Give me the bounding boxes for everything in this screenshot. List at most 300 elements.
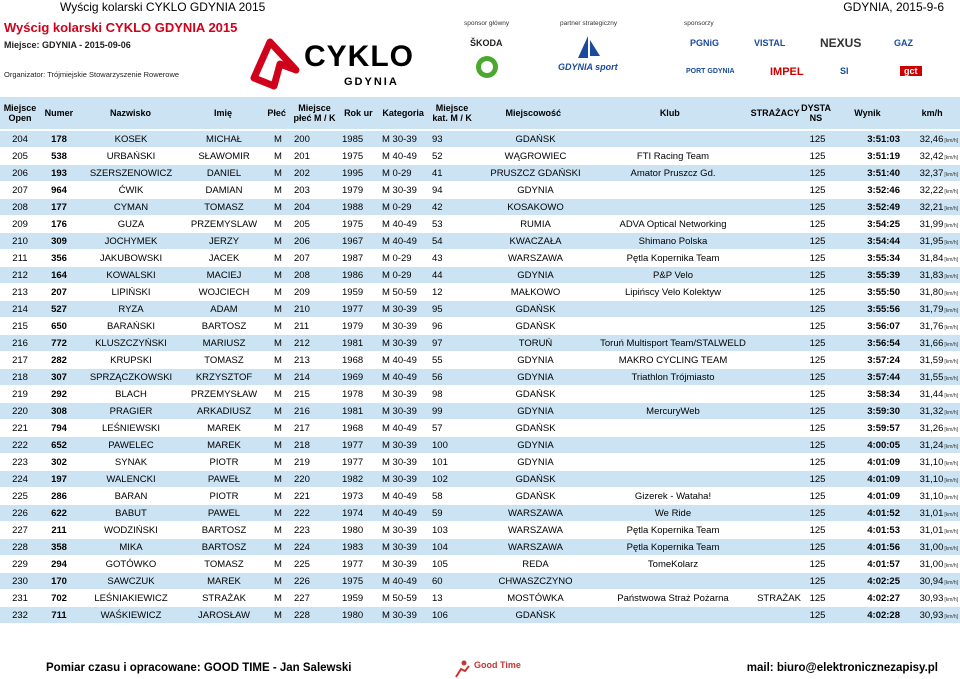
cell-miejsce-open-value: 230 bbox=[12, 575, 28, 587]
table-row bbox=[0, 607, 960, 624]
cell-wynik-value: 3:55:34 bbox=[867, 252, 900, 264]
cell-nazwisko-value: SZERSZENOWICZ bbox=[89, 167, 173, 179]
cell-miejsce-kat bbox=[430, 284, 478, 301]
cell-miejsce-open-value: 204 bbox=[12, 133, 28, 145]
cell-miejsce-kat bbox=[430, 590, 478, 607]
cell-kmh bbox=[904, 216, 960, 233]
cell-klub bbox=[593, 250, 753, 267]
cell-miejsce-open bbox=[0, 335, 40, 352]
cell-kmh bbox=[904, 590, 960, 607]
cell-miejsce-plec-value: 205 bbox=[294, 218, 310, 230]
cell-plec bbox=[264, 318, 292, 335]
cell-dystans bbox=[805, 199, 830, 216]
cell-kategoria-value: M 50-59 bbox=[382, 286, 417, 298]
cell-rok-ur-value: 1975 bbox=[342, 575, 364, 587]
cell-klub bbox=[593, 539, 753, 556]
cell-plec-value: M bbox=[274, 133, 282, 145]
cell-imie-value: ADAM bbox=[210, 303, 238, 315]
cell-miejscowosc bbox=[478, 182, 593, 199]
cell-plec-value: M bbox=[274, 184, 282, 196]
cell-strazacy bbox=[753, 267, 805, 284]
cell-numer-value: 650 bbox=[51, 320, 67, 332]
cell-miejsce-open-value: 217 bbox=[12, 354, 28, 366]
cell-imie-value: SŁAWOMIR bbox=[198, 150, 250, 162]
table-row bbox=[0, 522, 960, 539]
cell-dystans bbox=[805, 301, 830, 318]
cell-kmh-value: 31,10 bbox=[919, 473, 944, 485]
cell-kmh-value: 31,01 bbox=[919, 507, 944, 519]
cell-wynik bbox=[830, 369, 904, 386]
table-row bbox=[0, 233, 960, 250]
cell-dystans-value: 125 bbox=[809, 150, 826, 162]
cell-kmh bbox=[904, 556, 960, 573]
cell-klub bbox=[593, 590, 753, 607]
unit-label: [km/h] bbox=[944, 358, 958, 365]
cell-wynik bbox=[830, 318, 904, 335]
cell-wynik-value: 3:54:25 bbox=[867, 218, 900, 230]
col-kmh: km/h bbox=[904, 97, 960, 129]
cell-plec-value: M bbox=[274, 439, 282, 451]
cell-dystans-value: 125 bbox=[809, 592, 826, 604]
cell-wynik bbox=[830, 335, 904, 352]
cell-miejscowosc-value: GDYNIA bbox=[517, 354, 554, 366]
cell-numer bbox=[40, 216, 78, 233]
cell-dystans-value: 125 bbox=[809, 167, 826, 179]
cell-kategoria-value: M 40-49 bbox=[382, 235, 417, 247]
cell-kategoria bbox=[380, 522, 430, 539]
cell-nazwisko bbox=[78, 471, 184, 488]
cell-numer-value: 178 bbox=[51, 133, 67, 145]
cell-rok-ur-value: 1980 bbox=[342, 609, 364, 621]
cell-dystans bbox=[805, 573, 830, 590]
col-strazacy: STRAŻACY bbox=[749, 97, 801, 129]
cell-plec bbox=[264, 539, 292, 556]
cell-wynik bbox=[830, 199, 904, 216]
cell-kategoria bbox=[380, 403, 430, 420]
table-row bbox=[0, 267, 960, 284]
cell-kategoria-value: M 50-59 bbox=[382, 592, 417, 604]
cell-rok-ur bbox=[340, 607, 380, 624]
cell-miejsce-open bbox=[0, 250, 40, 267]
cell-nazwisko bbox=[78, 590, 184, 607]
cell-plec bbox=[264, 284, 292, 301]
cell-kategoria-value: M 30-39 bbox=[382, 609, 417, 621]
cell-imie bbox=[184, 250, 264, 267]
cell-miejsce-plec-value: 219 bbox=[294, 456, 310, 468]
cell-numer bbox=[40, 471, 78, 488]
col-klub: Klub bbox=[590, 97, 749, 129]
cell-imie bbox=[184, 488, 264, 505]
cell-miejscowosc-value: GDAŃSK bbox=[515, 133, 556, 145]
cell-kmh bbox=[904, 505, 960, 522]
cell-numer-value: 622 bbox=[51, 507, 67, 519]
table-row bbox=[0, 131, 960, 148]
cell-plec bbox=[264, 607, 292, 624]
cell-klub bbox=[593, 165, 753, 182]
cell-plec-value: M bbox=[274, 609, 282, 621]
cell-miejsce-plec bbox=[292, 301, 340, 318]
cell-miejsce-open-value: 214 bbox=[12, 303, 28, 315]
cell-nazwisko-value: BABUT bbox=[115, 507, 147, 519]
cell-numer bbox=[40, 233, 78, 250]
cell-numer-value: 527 bbox=[51, 303, 67, 315]
sponsor-label-strategic: partner strategiczny bbox=[560, 20, 618, 27]
cell-wynik-value: 3:57:44 bbox=[867, 371, 900, 383]
cell-rok-ur bbox=[340, 352, 380, 369]
cell-miejsce-plec-value: 228 bbox=[294, 609, 310, 621]
cell-miejsce-plec bbox=[292, 539, 340, 556]
cell-kategoria-value: M 30-39 bbox=[382, 524, 417, 536]
cell-imie bbox=[184, 233, 264, 250]
col-miejsce-kat: Miejsce kat. M / K bbox=[428, 97, 476, 129]
cell-dystans bbox=[805, 437, 830, 454]
cell-rok-ur bbox=[340, 165, 380, 182]
cell-miejsce-plec bbox=[292, 420, 340, 437]
cell-kmh-value: 31,59 bbox=[919, 354, 944, 366]
cell-klub bbox=[593, 454, 753, 471]
cell-kategoria-value: M 30-39 bbox=[382, 337, 417, 349]
cell-kmh bbox=[904, 403, 960, 420]
cell-plec bbox=[264, 131, 292, 148]
cell-kategoria-value: M 40-49 bbox=[382, 218, 417, 230]
cell-rok-ur bbox=[340, 454, 380, 471]
cell-kmh-value: 31,44 bbox=[919, 388, 944, 400]
cell-miejsce-plec-value: 204 bbox=[294, 201, 310, 213]
sailboat-icon bbox=[574, 34, 604, 60]
cell-klub bbox=[593, 131, 753, 148]
table-row bbox=[0, 335, 960, 352]
cell-nazwisko-value: SPRZĄCZKOWSKI bbox=[89, 371, 173, 383]
cell-miejsce-kat-value: 105 bbox=[432, 558, 448, 570]
cell-strazacy bbox=[753, 437, 805, 454]
cell-miejsce-plec bbox=[292, 284, 340, 301]
cell-klub-value: Amator Pruszcz Gd. bbox=[630, 167, 716, 179]
cell-nazwisko-value: WODZIŃSKI bbox=[104, 524, 158, 536]
cell-plec-value: M bbox=[274, 218, 282, 230]
cell-strazacy bbox=[753, 454, 805, 471]
cell-imie bbox=[184, 267, 264, 284]
cell-miejsce-kat-value: 12 bbox=[432, 286, 443, 298]
cell-miejsce-open-value: 228 bbox=[12, 541, 28, 553]
cell-dystans bbox=[805, 539, 830, 556]
cell-kategoria-value: M 0-29 bbox=[382, 167, 412, 179]
cell-dystans bbox=[805, 420, 830, 437]
cell-plec-value: M bbox=[274, 286, 282, 298]
col-imie: Imię bbox=[183, 97, 262, 129]
cell-dystans bbox=[805, 488, 830, 505]
cell-miejsce-kat bbox=[430, 131, 478, 148]
cell-nazwisko-value: SAWCZUK bbox=[107, 575, 155, 587]
cell-miejscowosc bbox=[478, 148, 593, 165]
cell-miejsce-plec-value: 213 bbox=[294, 354, 310, 366]
cell-wynik-value: 4:02:25 bbox=[867, 575, 900, 587]
cell-rok-ur bbox=[340, 471, 380, 488]
cell-miejsce-open-value: 212 bbox=[12, 269, 28, 281]
cell-wynik bbox=[830, 182, 904, 199]
sponsor-logo-gct: gct bbox=[900, 66, 922, 76]
cell-nazwisko bbox=[78, 335, 184, 352]
cell-miejscowosc bbox=[478, 369, 593, 386]
cell-plec bbox=[264, 437, 292, 454]
cell-miejsce-open-value: 207 bbox=[12, 184, 28, 196]
cell-kmh bbox=[904, 131, 960, 148]
cell-numer bbox=[40, 148, 78, 165]
cell-imie-value: ARKADIUSZ bbox=[196, 405, 252, 417]
cell-nazwisko bbox=[78, 573, 184, 590]
cell-imie bbox=[184, 199, 264, 216]
cell-imie bbox=[184, 301, 264, 318]
cell-miejsce-kat bbox=[430, 505, 478, 522]
cell-miejscowosc bbox=[478, 607, 593, 624]
cell-dystans bbox=[805, 386, 830, 403]
cell-miejscowosc-value: WARSZAWA bbox=[508, 541, 563, 553]
cell-miejscowosc bbox=[478, 403, 593, 420]
cell-imie bbox=[184, 216, 264, 233]
cell-miejsce-plec-value: 212 bbox=[294, 337, 310, 349]
cell-rok-ur bbox=[340, 505, 380, 522]
cell-kategoria-value: M 30-39 bbox=[382, 439, 417, 451]
cell-dystans bbox=[805, 182, 830, 199]
good-time-runner-icon bbox=[452, 660, 472, 678]
cell-kategoria-value: M 30-39 bbox=[382, 133, 417, 145]
cell-klub-value: Toruń Multisport Team/STALWELD bbox=[600, 337, 746, 349]
cell-miejsce-kat-value: 99 bbox=[432, 405, 443, 417]
cell-kategoria bbox=[380, 590, 430, 607]
cell-klub bbox=[593, 522, 753, 539]
unit-label: [km/h] bbox=[944, 596, 958, 603]
cell-miejscowosc-value: MOSTÓWKA bbox=[507, 592, 564, 604]
cell-imie-value: DANIEL bbox=[206, 167, 242, 179]
cell-plec bbox=[264, 165, 292, 182]
table-row bbox=[0, 590, 960, 607]
cell-miejscowosc bbox=[478, 318, 593, 335]
col-kategoria: Kategoria bbox=[378, 97, 428, 129]
table-row bbox=[0, 488, 960, 505]
cell-rok-ur-value: 1977 bbox=[342, 303, 364, 315]
cell-miejscowosc bbox=[478, 573, 593, 590]
cell-wynik-value: 3:58:34 bbox=[867, 388, 900, 400]
cell-klub bbox=[593, 284, 753, 301]
cell-nazwisko bbox=[78, 539, 184, 556]
cell-kategoria-value: M 40-49 bbox=[382, 371, 417, 383]
cell-klub-value: MAKRO CYCLING TEAM bbox=[618, 354, 728, 366]
cell-imie bbox=[184, 352, 264, 369]
cell-miejscowosc bbox=[478, 522, 593, 539]
cell-miejsce-open-value: 232 bbox=[12, 609, 28, 621]
cell-plec-value: M bbox=[274, 320, 282, 332]
cell-kmh bbox=[904, 488, 960, 505]
cell-miejsce-kat bbox=[430, 318, 478, 335]
cell-rok-ur bbox=[340, 131, 380, 148]
cell-wynik-value: 4:01:09 bbox=[867, 456, 900, 468]
cell-dystans-value: 125 bbox=[809, 201, 826, 213]
titlebar-right: GDYNIA, 2015-9-6 bbox=[843, 0, 944, 14]
col-nazwisko: Nazwisko bbox=[78, 97, 183, 129]
cell-strazacy bbox=[753, 369, 805, 386]
cell-rok-ur-value: 1977 bbox=[342, 558, 364, 570]
cell-wynik-value: 3:56:54 bbox=[867, 337, 900, 349]
cell-imie-value: PRZEMYSLAW bbox=[190, 218, 258, 230]
cell-nazwisko-value: SYNAK bbox=[114, 456, 148, 468]
cell-miejsce-open-value: 223 bbox=[12, 456, 28, 468]
cell-imie-value: JAROSŁAW bbox=[198, 609, 250, 621]
cell-strazacy bbox=[753, 403, 805, 420]
cell-kmh bbox=[904, 539, 960, 556]
cell-plec bbox=[264, 488, 292, 505]
cell-miejsce-kat bbox=[430, 148, 478, 165]
cell-nazwisko-value: ĆWIK bbox=[118, 184, 144, 196]
cell-dystans-value: 125 bbox=[809, 490, 826, 502]
cell-imie bbox=[184, 318, 264, 335]
cell-kategoria-value: M 0-29 bbox=[382, 269, 412, 281]
cell-miejscowosc-value: WARSZAWA bbox=[508, 524, 563, 536]
cell-numer-value: 292 bbox=[51, 388, 67, 400]
cell-rok-ur-value: 1979 bbox=[342, 320, 364, 332]
cell-klub-value: Pętla Kopernika Team bbox=[626, 524, 720, 536]
cell-nazwisko-value: BARAN bbox=[114, 490, 148, 502]
cell-kategoria-value: M 30-39 bbox=[382, 473, 417, 485]
cell-klub bbox=[593, 403, 753, 420]
cell-kmh-value: 31,76 bbox=[919, 320, 944, 332]
cell-kategoria-value: M 40-49 bbox=[382, 490, 417, 502]
cell-numer-value: 302 bbox=[51, 456, 67, 468]
cell-wynik-value: 4:01:53 bbox=[867, 524, 900, 536]
cell-miejsce-kat bbox=[430, 471, 478, 488]
cell-klub-value: FTI Racing Team bbox=[636, 150, 710, 162]
cell-imie-value: PIOTR bbox=[209, 456, 239, 468]
cell-numer-value: 170 bbox=[51, 575, 67, 587]
cell-miejscowosc bbox=[478, 284, 593, 301]
cell-kategoria bbox=[380, 454, 430, 471]
cell-dystans bbox=[805, 250, 830, 267]
cell-strazacy bbox=[753, 556, 805, 573]
cell-numer-value: 211 bbox=[51, 524, 67, 536]
cell-miejsce-open bbox=[0, 590, 40, 607]
cell-strazacy bbox=[753, 335, 805, 352]
cell-dystans-value: 125 bbox=[809, 473, 826, 485]
cell-numer bbox=[40, 522, 78, 539]
cell-dystans bbox=[805, 522, 830, 539]
cell-numer-value: 176 bbox=[51, 218, 67, 230]
cell-plec-value: M bbox=[274, 354, 282, 366]
cell-kategoria bbox=[380, 335, 430, 352]
unit-label: [km/h] bbox=[944, 477, 958, 484]
cell-kategoria-value: M 0-29 bbox=[382, 201, 412, 213]
cell-plec bbox=[264, 573, 292, 590]
cell-miejsce-open-value: 231 bbox=[12, 592, 28, 604]
cell-kmh-value: 31,83 bbox=[919, 269, 944, 281]
cell-klub-value: Shimano Polska bbox=[638, 235, 708, 247]
cell-klub bbox=[593, 318, 753, 335]
cell-wynik-value: 4:01:09 bbox=[867, 473, 900, 485]
cell-strazacy bbox=[753, 590, 805, 607]
table-row bbox=[0, 148, 960, 165]
cell-dystans-value: 125 bbox=[809, 133, 826, 145]
cell-miejsce-kat-value: 13 bbox=[432, 592, 443, 604]
cell-klub bbox=[593, 182, 753, 199]
col-rok-ur: Rok ur bbox=[338, 97, 378, 129]
cell-nazwisko-value: MIKA bbox=[119, 541, 143, 553]
unit-label: [km/h] bbox=[944, 137, 958, 144]
cell-imie-value: BARTOSZ bbox=[201, 524, 247, 536]
cell-miejsce-kat bbox=[430, 556, 478, 573]
cell-kmh bbox=[904, 454, 960, 471]
race-title: Wyścig kolarski CYKLO GDYNIA 2015 bbox=[4, 20, 238, 35]
cell-miejscowosc-value: WARSZAWA bbox=[508, 507, 563, 519]
logo-main-text: CYKLO bbox=[304, 40, 414, 73]
cell-imie-value: KRZYSZTOF bbox=[195, 371, 253, 383]
cell-wynik bbox=[830, 420, 904, 437]
cell-wynik bbox=[830, 386, 904, 403]
cell-miejsce-plec-value: 202 bbox=[294, 167, 310, 179]
cell-dystans-value: 125 bbox=[809, 541, 826, 553]
cell-kmh-value: 30,93 bbox=[919, 609, 944, 621]
cell-dystans-value: 125 bbox=[809, 558, 826, 570]
cell-miejsce-plec bbox=[292, 182, 340, 199]
cell-miejscowosc bbox=[478, 420, 593, 437]
cell-miejsce-plec bbox=[292, 471, 340, 488]
cell-miejscowosc bbox=[478, 352, 593, 369]
cell-numer bbox=[40, 386, 78, 403]
cell-kmh bbox=[904, 148, 960, 165]
cell-rok-ur-value: 1983 bbox=[342, 541, 364, 553]
cell-miejscowosc bbox=[478, 590, 593, 607]
cell-rok-ur bbox=[340, 148, 380, 165]
cell-miejsce-open-value: 213 bbox=[12, 286, 28, 298]
cell-miejsce-kat bbox=[430, 539, 478, 556]
cell-miejscowosc bbox=[478, 199, 593, 216]
cell-nazwisko bbox=[78, 301, 184, 318]
cell-miejsce-open bbox=[0, 318, 40, 335]
cell-strazacy bbox=[753, 352, 805, 369]
cell-miejsce-plec-value: 218 bbox=[294, 439, 310, 451]
cell-rok-ur-value: 1969 bbox=[342, 371, 364, 383]
cell-numer bbox=[40, 573, 78, 590]
table-row bbox=[0, 539, 960, 556]
cell-imie bbox=[184, 420, 264, 437]
cell-nazwisko bbox=[78, 318, 184, 335]
cell-kmh bbox=[904, 386, 960, 403]
cell-numer-value: 308 bbox=[51, 405, 67, 417]
cell-wynik bbox=[830, 556, 904, 573]
cell-rok-ur-value: 1974 bbox=[342, 507, 364, 519]
cell-plec bbox=[264, 352, 292, 369]
cell-miejscowosc-value: GDAŃSK bbox=[515, 490, 556, 502]
cell-kategoria bbox=[380, 131, 430, 148]
unit-label: [km/h] bbox=[944, 392, 958, 399]
cell-dystans bbox=[805, 454, 830, 471]
table-row bbox=[0, 352, 960, 369]
cell-dystans-value: 125 bbox=[809, 320, 826, 332]
cell-nazwisko bbox=[78, 607, 184, 624]
cell-kmh-value: 31,10 bbox=[919, 456, 944, 468]
cell-wynik bbox=[830, 267, 904, 284]
unit-label: [km/h] bbox=[944, 613, 958, 620]
cell-strazacy bbox=[753, 522, 805, 539]
cell-miejscowosc-value: REDA bbox=[522, 558, 549, 570]
cell-numer bbox=[40, 318, 78, 335]
cell-kategoria-value: M 40-49 bbox=[382, 150, 417, 162]
cell-imie-value: BARTOSZ bbox=[201, 320, 247, 332]
sponsor-label-main: sponsor główny bbox=[464, 20, 510, 27]
cell-kmh bbox=[904, 165, 960, 182]
cell-miejsce-open-value: 226 bbox=[12, 507, 28, 519]
cell-kategoria bbox=[380, 233, 430, 250]
footer-email: mail: biuro@elektronicznezapisy.pl bbox=[746, 662, 938, 674]
unit-label: [km/h] bbox=[944, 562, 958, 569]
cell-kmh bbox=[904, 352, 960, 369]
cell-numer bbox=[40, 539, 78, 556]
